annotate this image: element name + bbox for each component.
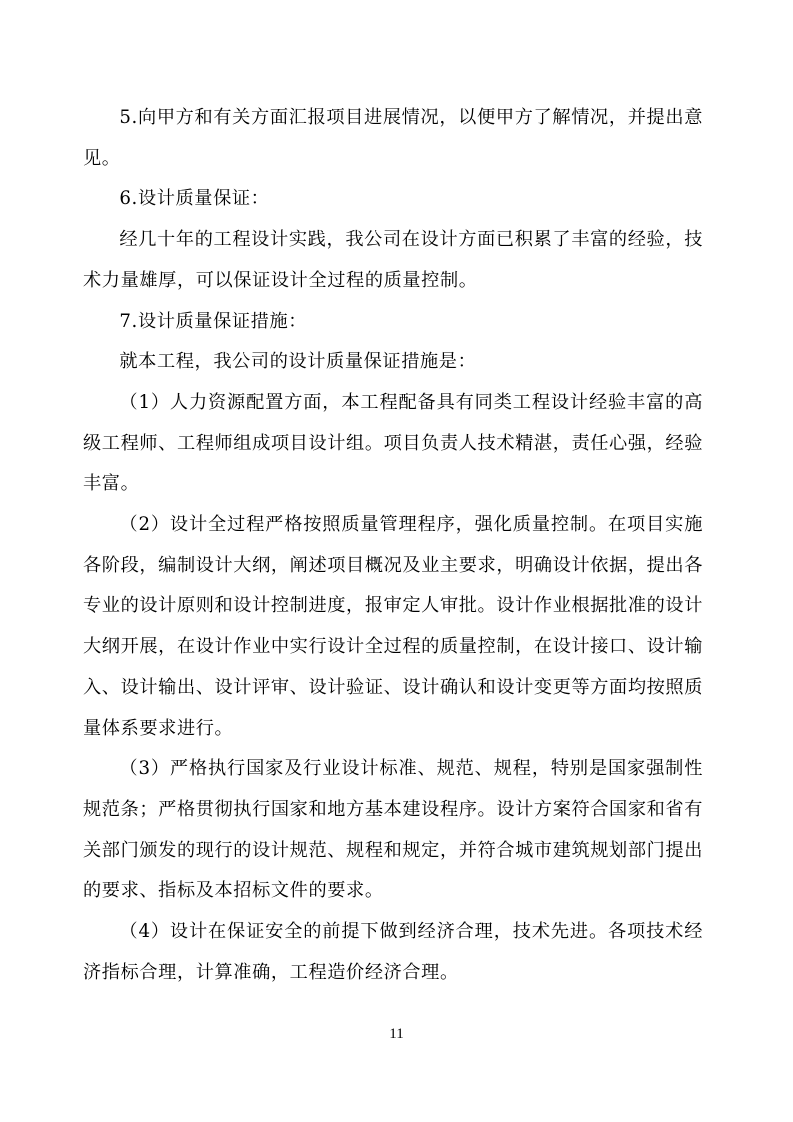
paragraph-experience: 经几十年的工程设计实践，我公司在设计方面已积累了丰富的经验，技术力量雄厚，可以保证设计全过程的质量控制。	[83, 229, 703, 291]
paragraph-measure-4: （4）设计在保证安全的前提下做到经济合理，技术先进。各项技术经济指标合理，计算准确，工程造价经济合理。	[83, 921, 703, 983]
page-number: 11	[389, 1026, 404, 1042]
paragraph-quality-assurance-heading: 6.设计质量保证：	[119, 188, 270, 210]
paragraph-measures-intro: 就本工程，我公司的设计质量保证措施是：	[119, 351, 477, 373]
paragraph-report-progress: 5.向甲方和有关方面汇报项目进展情况，以便甲方了解情况，并提出意见。	[83, 107, 703, 169]
paragraph-measure-3: （3）严格执行国家及行业设计标准、规范、规程，特别是国家强制性规范条；严格贯彻执行国家和地方基本建设程序。设计方案符合国家和省有关部门颁发的现行的设计规范、规程和规定，并符合城市建筑规划部门提出的要求、指标及本招标文件的要求。	[83, 758, 703, 902]
paragraph-measure-2: （2）设计全过程严格按照质量管理程序，强化质量控制。在项目实施各阶段，编制设计大纲，阐述项目概况及业主要求，明确设计依据，提出各专业的设计原则和设计控制进度，报审定人审批。设计作业根据批准的设计大纲开展，在设计作业中实行设计全过程的质量控制，在设计接口、设计输入、设计输出、设计评审、设计验证、设计确认和设计变更等方面均按照质量体系要求进行。	[83, 514, 703, 739]
document-body	[83, 98, 703, 993]
paragraph-quality-measures-heading: 7.设计质量保证措施：	[119, 310, 308, 332]
paragraph-measure-1: （1）人力资源配置方面，本工程配备具有同类工程设计经验丰富的高级工程师、工程师组成项目设计组。项目负责人技术精湛，责任心强，经验丰富。	[83, 391, 703, 495]
